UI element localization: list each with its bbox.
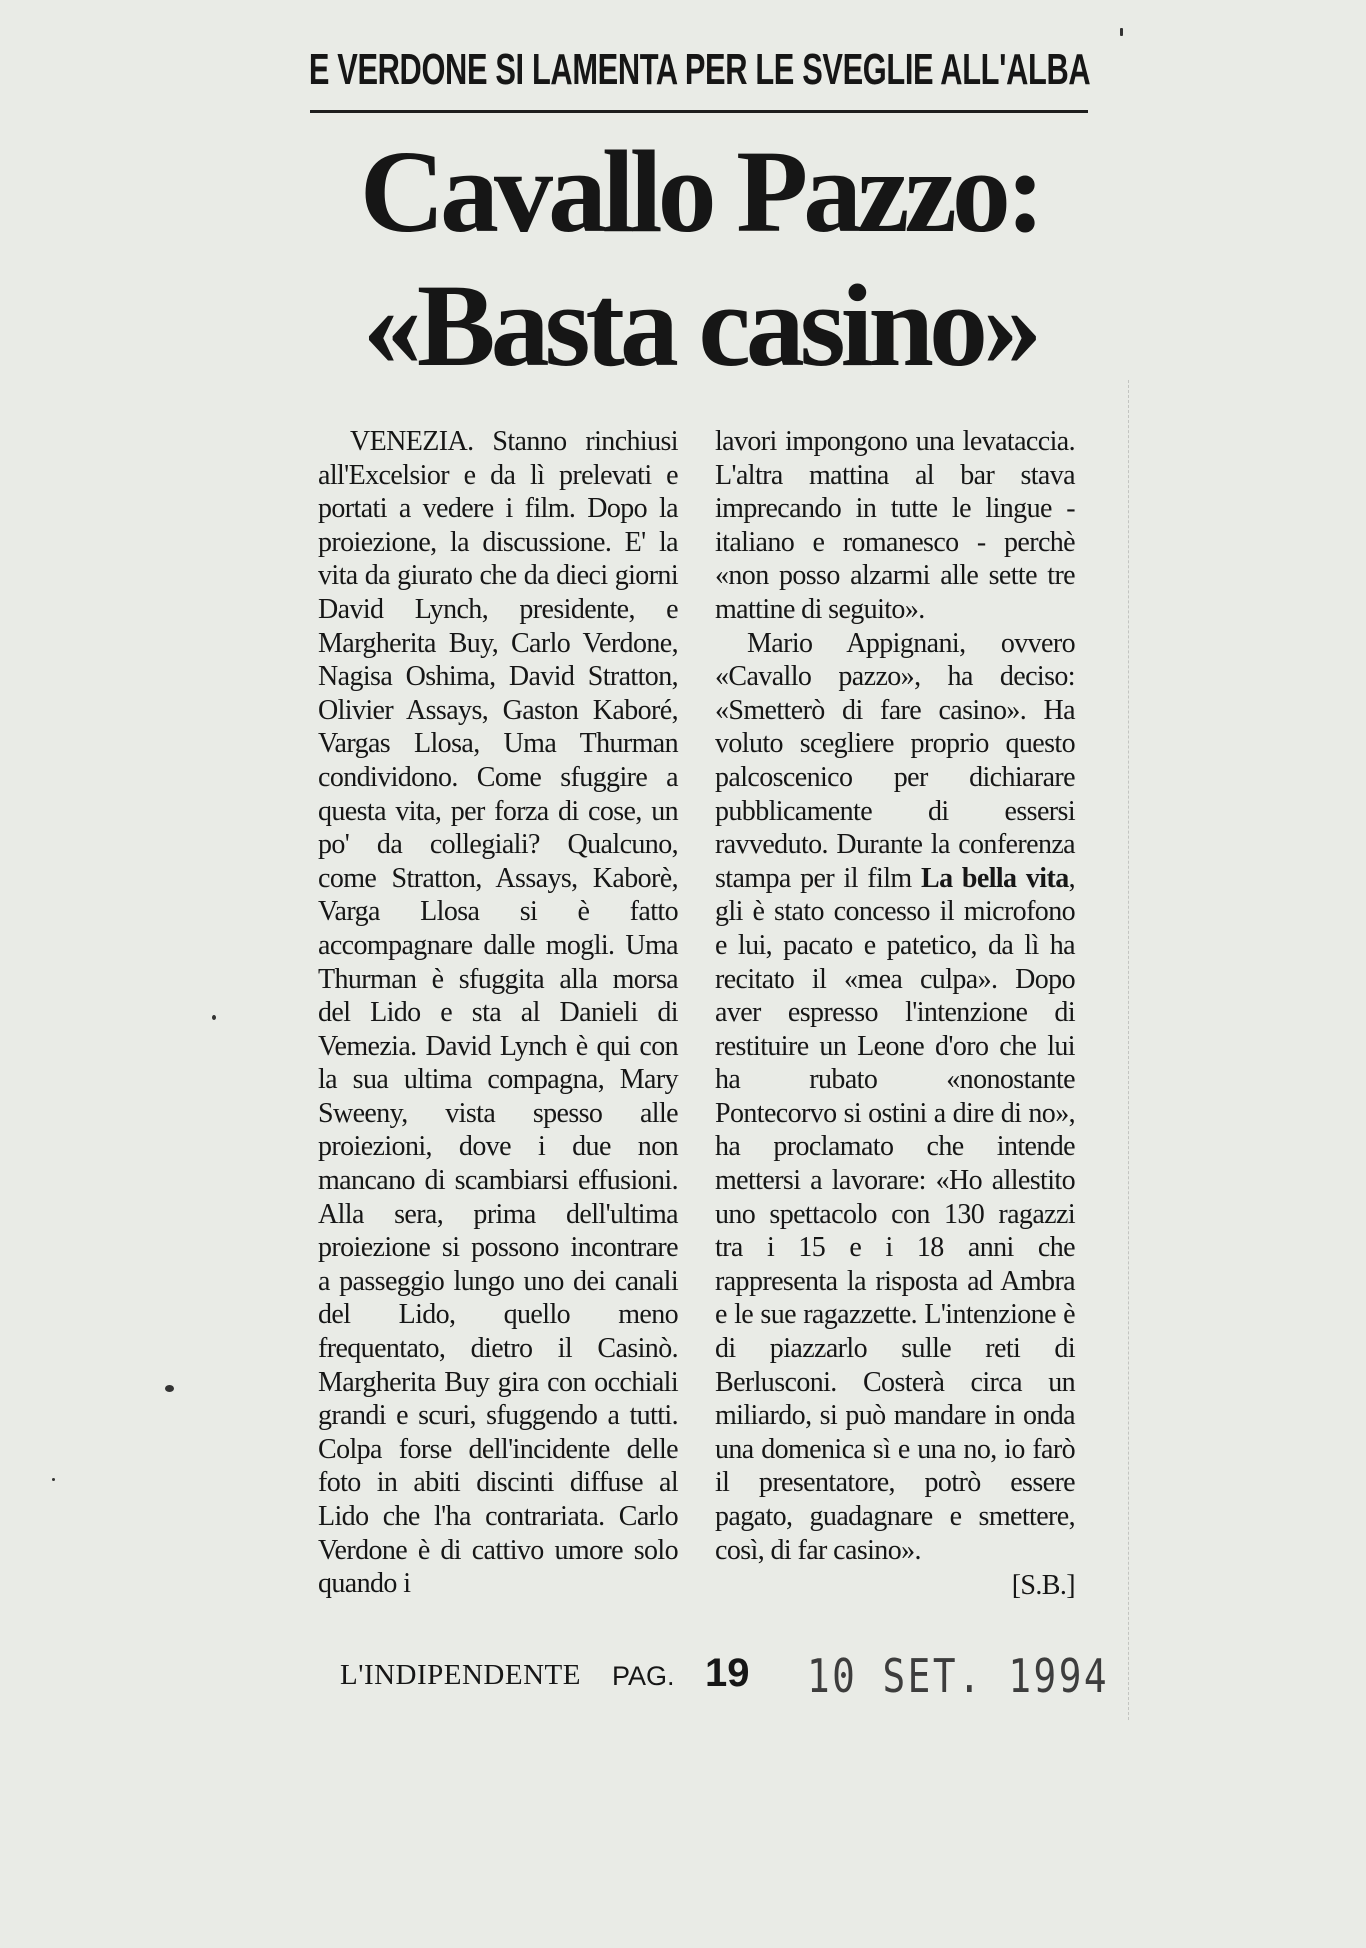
newspaper-clipping	[300, 30, 1130, 1730]
kicker-container	[310, 44, 1090, 98]
page-number: 19	[705, 1651, 750, 1695]
article-paragraph: VENEZIA. Stanno rinchiusi all'Excelsior e da lì prelevati e portati a vedere i film. Dopo la proiezione, la discussione. E' la vita da giurato che da dieci giorni David Lynch, presidente, e Margherita Buy, Carlo Verdone, Nagisa Oshima, David Stratton, Olivier Assays, Gaston Kaboré, Vargas Llosa, Uma Thurman condividono. Come sfuggire a questa vita, per forza di cose, un po' da collegiali? Qualcuno, come Stratton, Assays, Kaborè, Varga Llosa si è fatto accompagnare dalle mogli. Uma Thurman è sfuggita alla morsa del Lido e sta al Danieli di Vemezia. David Lynch è qui con la sua ultima compagna, Mary Sweeny, vista spesso alle proiezioni, dove i due non mancano di scambiarsi effusioni. Alla sera, prima dell'ultima proiezione si possono incontrare a passeggio lungo uno dei canali del Lido, quello meno frequentato, dietro il Casinò. Margherita Buy gira con occhiali grandi e scuri, sfuggendo a tutti. Colpa forse dell'incidente delle foto in abiti discinti diffuse al Lido che l'ha contrariata. Carlo Verdone è di cattivo umore solo quando i	[318, 426, 678, 1600]
headline	[300, 125, 1100, 393]
dust-speck	[212, 1015, 216, 1020]
article-column-right	[715, 425, 1075, 1603]
article-paragraph: lavori impongono una levataccia. L'altra mattina al bar stava imprecando in tutte le lingue - italiano e romanesco - perchè «non posso alzarmi alle sette tre mattine di seguito».	[715, 426, 1075, 625]
article-body	[318, 425, 1098, 1665]
article-text: , gli è stato concesso il microfono e lui, pacato e patetico, da lì ha recitato il «mea culpa». Dopo aver espresso l'intenzione di restituire un Leone d'oro che lui ha rubato «nonostante Pontecorvo si ostini a dire di no», ha proclamato che intende mettersi a lavorare: «Ho allestito uno spettacolo con 130 ragazzi tra i 15 e i 18 anni che rappresenta la risposta ad Ambra e le sue ragazzette. L'intenzione è di piazzarlo sulle reti di Berlusconi. Costerà circa un miliardo, si può mandare in onda una domenica sì e una no, io farò il presentatore, potrò essere pagato, guadagnare e smettere, così, di far casino».	[715, 862, 1075, 1566]
article-text: Mario Appignani, ovvero «Cavallo pazzo», ha deciso: «Smetterò di fare casino». Ha voluto scegliere proprio questo palcoscenico per dichiarare pubblicamente di essersi ravveduto. Durante la conferenza stampa per il film	[715, 627, 1075, 894]
source-footer	[340, 1647, 1110, 1707]
article-paragraph	[715, 627, 1075, 1568]
clipping-edge	[1128, 380, 1130, 1720]
dust-speck	[1120, 28, 1123, 36]
dust-speck	[165, 1385, 174, 1392]
dust-speck	[52, 1478, 55, 1481]
film-title: La bella vita	[921, 862, 1069, 894]
kicker: E VERDONE SI LAMENTA PER LE SVEGLIE ALL'ALBA	[308, 45, 1090, 94]
newspaper-name: L'INDIPENDENTE	[340, 1659, 581, 1691]
headline-line-2: «Basta casino»	[362, 260, 1038, 391]
author-signature: [S.B.]	[1011, 1570, 1075, 1602]
article-column-left	[318, 425, 678, 1601]
kicker-rule	[310, 110, 1088, 113]
headline-line-1: Cavallo Pazzo:	[359, 126, 1041, 257]
date-stamp: 10 SET. 1994	[807, 1649, 1110, 1703]
page-label: PAG.	[612, 1661, 675, 1691]
